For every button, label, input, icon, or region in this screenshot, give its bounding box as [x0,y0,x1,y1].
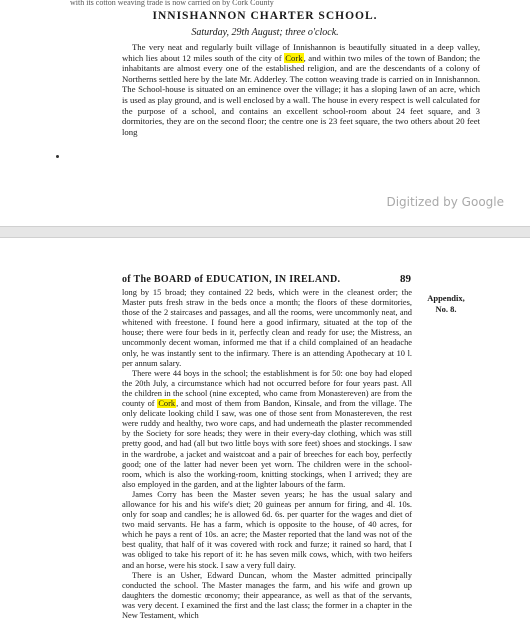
appendix-number: No. 8. [435,304,457,314]
body-paragraph: long by 15 broad; they contained 22 beds, which were in the cleanest order; the Master puts fresh straw in the beds once a month; the floors of these dormitories, those of the 2 staircases and passages, and all the rooms, were uncommonly neat, and whitened with freestone. I found here a good infirmary, situated at the top of the house; there were four beds in it, perfectly clean and ready for use; the Mistress, an uncommonly decent woman, informed me that if a child complained of an headache only, he was instantly sent to the infirmary. There is an attending Apothecary at 10 l. per annum salary. [122,288,412,368]
search-highlight: Cork [158,399,176,409]
watermark: Digitized by Google [386,195,504,209]
paragraph-text: The very neat and regularly built village of Innishannon is beautifully situated in a deep valley, which lies about 12 miles south of the city of [122,42,480,63]
ink-dot [56,155,59,158]
page-number: 89 [400,273,411,285]
bottom-page [0,238,530,620]
search-highlight: Cork [285,52,303,63]
top-page [0,0,530,226]
appendix-label: Appendix, [427,293,465,303]
appendix-margin-note [421,293,471,315]
body-paragraph [122,369,412,490]
page-separator [0,226,530,238]
paragraph-text: , and most of them from Bandon, Kinsale, and from the village. The only delicate looking child I saw, was one of those sent from Monastereven, the rest were ruddy and healthy, two wore caps, and had underneath the plaster recommended by the Society for sore heads; they were in their every-day clothing, which was still pretty good, and had (all but two little boys with sore feet) shoes and stockings. I saw in the wardrobe, a jacket and waistcoat and a pair of breeches for each boy, perfectly good; one of the latter had never been yet worn. The children were in the school-room, which is also the working-room, knitting stockings, when I arrived; they are also employed in the garden, and at the lighter labours of the farm. [122,399,413,489]
body-paragraph: James Corry has been the Master seven years; he has the usual salary and allowance for his and his wife's diet; 20 guineas per annum for firing, and 4l. 10s. only for soap and candles; he is allowed 6d. 6s. per quarter for the wages and diet of two maid servants. He has a farm, which is opposite to the house, of 40 acres, for which he pays a rent of 10s. an acre; the Master reported that the land was not of the best quality, that half of it was covered with rock and furze; it rained so hard, that I was obliged to take his report of it: he has seven milk cows, which, with two heifers and an horse, were his stock. I saw a very full dairy. [122,489,412,570]
page-title: INNISHANNON CHARTER SCHOOL. [152,10,378,22]
body-text [122,288,412,621]
cut-off-text-line: with its cotton weaving trade is now carried on by Cork County [70,0,274,7]
dateline: Saturday, 29th August; three o'clock. [191,27,339,38]
paragraph-text: , and within two miles of the town of Bandon; the inhabitants are almost every one of the established religion, and are the descendants of a colony of Northerns settled here by the late Mr. Adderley. The cotton weaving trade is carried on in Innishannon. The School-house is situated on an eminence over the village; it has a sloping lawn of an acre, which is used as play ground, and is well enclosed by a wall. The house in every respect is well calculated for the purpose of a school, and contains an excellent school-room about 24 feet square, and 3 dormitories, they are on the second floor; the centre one is 23 feet square, the two others about 20 feet long [122,52,480,137]
paragraph-text: There were 44 boys in the school; the establishment is for 50: one boy had eloped the 20th July, a circumstance which had not occurred before for four years past. All the children in the school (nine excepted, who came from Monastereven) are from the county of [122,368,412,409]
body-paragraph: There is an Usher, Edward Duncan, whom the Master admitted principally conducted the school. The Master manages the farm, and his wife and grown up daughters the domestic œconomy; their appearance, as well as that of the servants, was very decent. I examined the first and the last class; the former in a chapter in the New Testament, which [122,570,412,620]
body-paragraph [122,42,480,137]
running-header: of The BOARD of EDUCATION, IN IRELAND. [122,274,341,285]
